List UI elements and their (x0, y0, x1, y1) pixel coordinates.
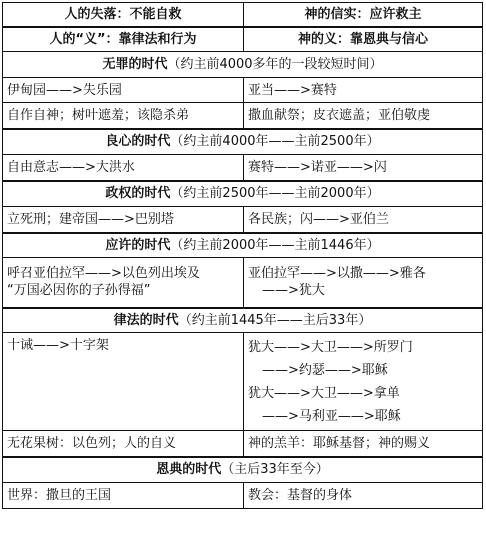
cell-line: 犹大——>大卫——>所罗门 (248, 340, 413, 355)
cell-line: “万国必因你的子孙得福” (7, 283, 151, 299)
right-cell (244, 78, 483, 103)
header-right-subtitle: 神的义：靠恩典与信心 (244, 27, 483, 52)
comparison-table (2, 2, 483, 509)
section-heading (3, 233, 483, 258)
subheader-row (3, 27, 483, 52)
header-left-subtitle: 人的“义”：靠律法和行为 (3, 27, 244, 52)
cell-line: ——>约瑟——>耶稣 (262, 363, 388, 378)
right-cell (244, 483, 483, 509)
table-row (3, 103, 483, 129)
section-heading-row (3, 52, 483, 78)
section-era-range: （约主前4000多年的一段较短时间） (167, 57, 383, 72)
header-row (3, 3, 483, 27)
section-era-name: 政权的时代 (105, 186, 171, 202)
section-heading (3, 308, 483, 333)
cell-line: 呼召亚伯拉罕——>以色列出埃及 (7, 266, 200, 282)
dispensation-table (2, 2, 482, 535)
cell-line: 神的羔羊：耶稣基督；神的赐义 (248, 435, 431, 451)
left-cell (3, 155, 244, 181)
section-era-name: 恩典的时代 (156, 462, 222, 478)
left-cell (3, 258, 244, 308)
cell-line: 亚当——>赛特 (248, 82, 337, 98)
section-heading-row (3, 308, 483, 333)
right-cell (244, 333, 483, 431)
cell-line: 立死刑；建帝国——>巴别塔 (7, 211, 174, 227)
section-heading (3, 52, 483, 78)
left-cell (3, 483, 244, 509)
section-heading-row (3, 233, 483, 258)
cell-line: 十诫——>十字架 (7, 338, 109, 353)
left-cell (3, 207, 244, 233)
section-era-range: （约主前2500年——主前2000年） (170, 186, 380, 202)
section-heading-row (3, 457, 483, 483)
cell-line: 世界：撒旦的王国 (7, 488, 112, 503)
left-cell (3, 103, 244, 129)
section-era-range: （约主前2000年——主前1446年） (170, 237, 380, 253)
left-cell (3, 333, 244, 431)
section-era-name: 应许的时代 (105, 237, 171, 253)
left-cell (3, 78, 244, 103)
left-cell (3, 431, 244, 457)
cell-line: 自作自神；树叶遮羞；该隐杀弟 (7, 107, 190, 123)
right-cell (244, 155, 483, 181)
cell-line: ——>马利亚——>耶稣 (262, 409, 401, 424)
section-heading-row (3, 129, 483, 155)
header-left-title: 人的失落：不能自救 (3, 3, 244, 27)
section-era-range: （约主前1445年——主后33年） (178, 312, 372, 328)
table-row (3, 483, 483, 509)
table-row (3, 258, 483, 308)
table-row (3, 333, 483, 431)
section-era-name: 律法的时代 (113, 312, 179, 328)
table-row (3, 155, 483, 181)
table-row (3, 431, 483, 457)
cell-line: 犹大——>大卫——>拿单 (248, 386, 400, 401)
right-cell (244, 431, 483, 457)
right-cell (244, 258, 483, 308)
section-era-name: 良心的时代 (105, 134, 171, 150)
right-cell (244, 207, 483, 233)
cell-line: 无花果树：以色列；人的自义 (7, 435, 177, 451)
cell-line: 自由意志——>大洪水 (7, 159, 135, 175)
section-heading (3, 181, 483, 207)
section-heading (3, 457, 483, 483)
section-heading-row (3, 181, 483, 207)
cell-line: ——>犹大 (262, 283, 325, 299)
cell-line: 各民族；闪——>亚伯兰 (248, 211, 389, 227)
cell-line: 亚伯拉罕——>以撒——>雅各 (248, 266, 426, 282)
section-era-name: 无罪的时代 (102, 57, 168, 72)
cell-line: 撒血献祭；皮衣遮盖；亚伯敬虔 (248, 107, 431, 123)
section-era-range: （约主前4000年——主前2500年） (170, 134, 380, 150)
right-cell (244, 103, 483, 129)
table-row (3, 78, 483, 103)
cell-line: 教会：基督的身体 (248, 488, 353, 503)
table-row (3, 207, 483, 233)
cell-line: 赛特——>诺亚——>闪 (248, 159, 387, 175)
cell-line: 伊甸园——>失乐园 (7, 82, 122, 98)
section-heading (3, 129, 483, 155)
section-era-range: （主后33年至今） (221, 462, 329, 478)
header-right-title: 神的信实：应许救主 (244, 3, 483, 27)
